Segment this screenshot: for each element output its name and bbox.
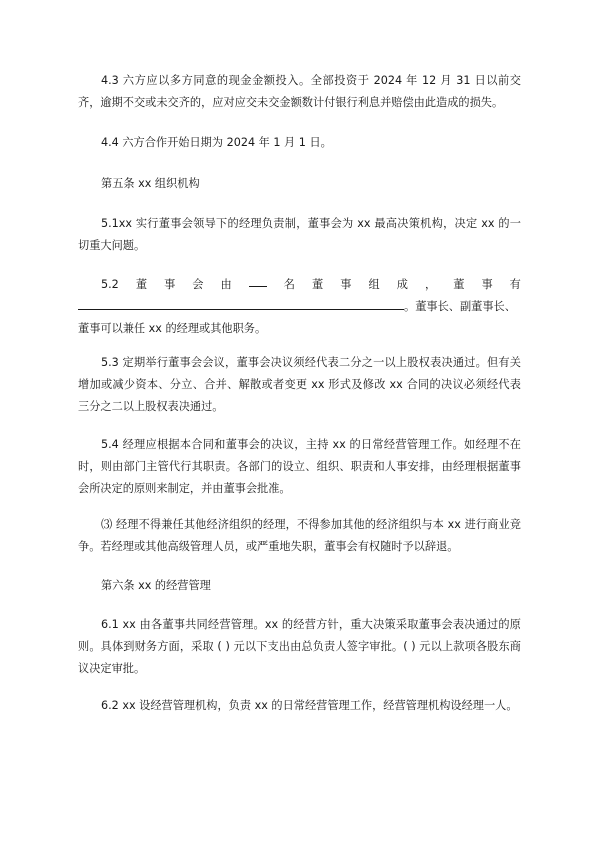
clause-5-2-token: 有	[509, 278, 521, 291]
clause-5-2-token: 会	[192, 278, 204, 291]
section-5-heading: 第五条 xx 组织机构	[101, 177, 200, 190]
clause-5-2	[78, 274, 521, 340]
clause-5-2-token: 董	[312, 278, 324, 291]
clause-5-2-token: 事	[340, 278, 352, 291]
clause-5-2-token: 事	[481, 278, 493, 291]
section-6-heading: 第六条 xx 的经营管理	[101, 579, 211, 592]
clause-5-1: 5.1xx 实行董事会领导下的经理负责制，董事会为 xx 最高决策机构，决定 xx 的一切重大问题。	[78, 217, 521, 252]
clause-5-2-token: 事	[164, 278, 176, 291]
clause-item-3: ⑶ 经理不得兼任其他经济组织的经理，不得参加其他的经济组织与本 xx 进行商业竞争。若经理或其他高级管理人员，或严重地失职，董事会有权随时予以辞退。	[78, 518, 521, 553]
clause-5-4: 5.4 经理应根据本合同和董事会的决议，主持 xx 的日常经营管理工作。如经理不在时，则由部门主管代行其职责。各部门的设立、组织、职责和人事安排，由经理根据董事会所决定的原则来制定，并由董事会批准。	[78, 438, 521, 495]
clause-6-1: 6.1 xx 由各董事共同经营管理。xx 的经营方针，重大决策采取董事会表决通过的原则。具体到财务方面，采取 ( ) 元以下支出由总负责人签字审批。( ) 元以上款项各股东商议决定审批。	[78, 618, 521, 675]
clause-5-2-token: 由	[220, 278, 232, 291]
clause-5-2-token: 名	[283, 278, 295, 291]
clause-5-2-token: 董	[135, 278, 148, 291]
clause-5-2-line-3: 董事可以兼任 xx 的经理或其他职务。	[78, 322, 267, 335]
blank-number-of-directors	[249, 274, 267, 287]
clause-5-3: 5.3 定期举行董事会会议，董事会决议须经代表二分之一以上股权表决通过。但有关增加或减少资本、分立、合并、解散或者变更 xx 形式及修改 xx 合同的决议必须经代表三分之二以上股权表决通过。	[78, 356, 521, 413]
clause-5-2-token: ，	[424, 278, 437, 291]
clause-5-2-token: 董	[453, 278, 465, 291]
clause-5-2-line-2	[78, 296, 521, 318]
clause-5-2-token: 成	[396, 278, 408, 291]
clause-6-2: 6.2 xx 设经营管理机构，负责 xx 的日常经营管理工作，经营管理机构设经理一人。	[101, 699, 518, 712]
clause-5-2-token: 组	[368, 278, 380, 291]
clause-5-2-line-2-text: 。董事长、副董事长、	[404, 300, 516, 313]
clause-4-4: 4.4 六方合作开始日期为 2024 年 1 月 1 日。	[101, 136, 332, 149]
blank-director-names	[78, 297, 404, 310]
clause-5-2-line-1	[101, 274, 521, 296]
clause-4-3: 4.3 六方应以多方同意的现金金额投入。全部投资于 2024 年 12 月 31 日以前交齐，逾期不交或未交齐的，应对应交未交金额数计付银行利息并赔偿由此造成的损失。	[78, 74, 521, 109]
clause-5-2-token: 5.2	[101, 278, 119, 291]
